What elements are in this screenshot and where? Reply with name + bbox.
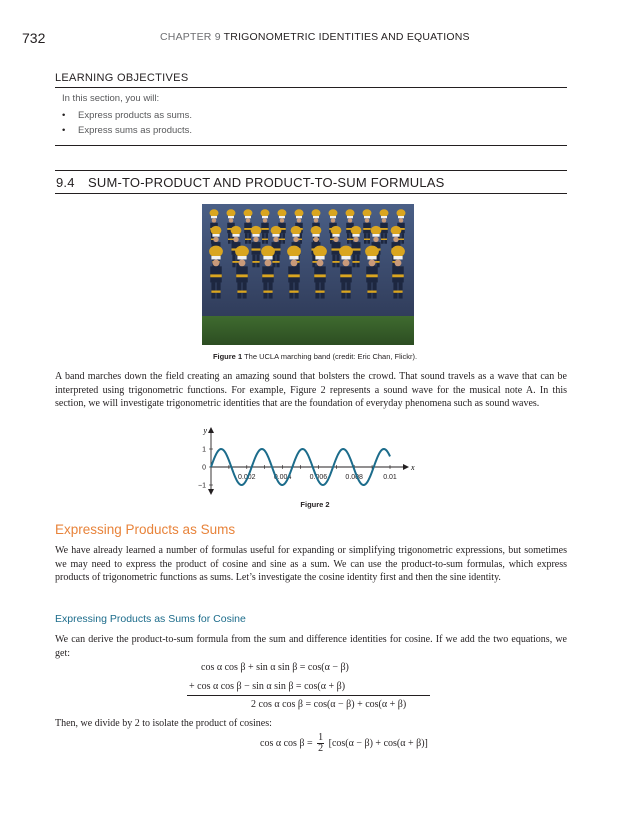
section-bottom-rule — [55, 193, 567, 194]
figure-1-label: Figure 1 — [212, 352, 243, 361]
equation-sum-identity: + cos α cos β − sin α sin β = cos(α + β) — [189, 681, 346, 692]
x-tick-label: 0.002 — [238, 474, 256, 481]
y-axis-label: y — [203, 426, 207, 435]
then-paragraph: Then, we divide by 2 to isolate the product of cosines: — [55, 718, 272, 729]
x-tick-label: 0.006 — [309, 474, 328, 481]
running-head — [160, 31, 470, 43]
x-axis-label: x — [411, 463, 415, 472]
learning-objective-item — [62, 125, 192, 136]
y-tick-label: −1 — [198, 482, 206, 490]
subsubsection-heading: Expressing Products as Sums for Cosine — [55, 613, 246, 625]
learning-objectives-rule — [55, 87, 567, 88]
marching-band-photo — [202, 204, 414, 345]
subsection-paragraph: We have already learned a number of formulas useful for expanding or simplifying trigonometric expressions, but sometimes we may need to express the product of cosine and sine as a sum. We can use the product-to-sum formulas, which express products of trigonometric functions as sums. Let’s investigate the cosine identity first and then the sine identity. — [55, 545, 567, 583]
y-tick-label: 0 — [202, 464, 206, 472]
learning-objectives-bottom-rule — [55, 145, 567, 146]
equation-rhs: [cos(α − β) + cos(α + β)] — [328, 737, 428, 749]
bullet-icon: • — [62, 110, 66, 121]
figure-1-text: The UCLA marching band (credit: Eric Chan, Flickr). — [244, 352, 418, 361]
learning-objective-text: Express sums as products. — [78, 125, 193, 136]
x-axis-arrow-icon — [403, 464, 409, 470]
fraction-numerator: 1 — [318, 732, 324, 743]
equation-difference-identity: cos α cos β + sin α sin β = cos(α − β) — [201, 662, 349, 673]
bullet-icon: • — [62, 125, 66, 136]
section-title: SUM-TO-PRODUCT AND PRODUCT-TO-SUM FORMULAS — [88, 175, 445, 190]
equation-lhs: cos α cos β = — [260, 737, 313, 749]
learning-objectives-intro: In this section, you will: — [62, 93, 160, 104]
sound-wave-chart — [190, 424, 420, 506]
chart-axes — [208, 427, 409, 495]
learning-objective-text: Express products as sums. — [78, 110, 193, 121]
subsection-heading: Expressing Products as Sums — [55, 522, 236, 537]
intro-paragraph: A band marches down the field creating an amazing sound that bolsters the crowd. That sound travels as a wave that can be interpreted using trigonometric functions. For example, Figure 2 represents a sound wave for the musical note A. In this section, we will investigate trigonometric identities that are the foundation of everyday phenomena such as sound waves. — [55, 371, 567, 409]
x-tick-label: 0.008 — [345, 474, 363, 481]
figure-2-caption: Figure 2 — [300, 500, 330, 509]
equation-product-to-sum — [260, 733, 428, 754]
x-tick-label: 0.004 — [273, 474, 292, 481]
subsubsection-paragraph: We can derive the product-to-sum formula from the sum and difference identities for cosine. If we add the two equations, we get: — [55, 634, 567, 659]
y-tick-label: 1 — [202, 446, 206, 454]
x-tick-label: 0.01 — [383, 474, 397, 481]
section-number: 9.4 — [56, 175, 75, 190]
chapter-label: CHAPTER 9 — [160, 31, 221, 43]
fraction-denominator: 2 — [318, 743, 324, 754]
equation-sum-rule — [187, 695, 430, 696]
page-number: 732 — [22, 30, 46, 46]
learning-objective-item — [62, 110, 192, 121]
equation-sum-result: 2 cos α cos β = cos(α − β) + cos(α + β) — [251, 699, 407, 710]
learning-objectives-title: LEARNING OBJECTIVES — [55, 72, 189, 84]
y-axis-arrow-icon — [208, 427, 214, 433]
figure-1-caption — [0, 352, 630, 361]
y-axis-arrow-down-icon — [208, 489, 214, 495]
section-top-rule — [55, 170, 567, 171]
fraction-one-half — [317, 733, 324, 754]
chapter-title: TRIGONOMETRIC IDENTITIES AND EQUATIONS — [223, 31, 470, 43]
